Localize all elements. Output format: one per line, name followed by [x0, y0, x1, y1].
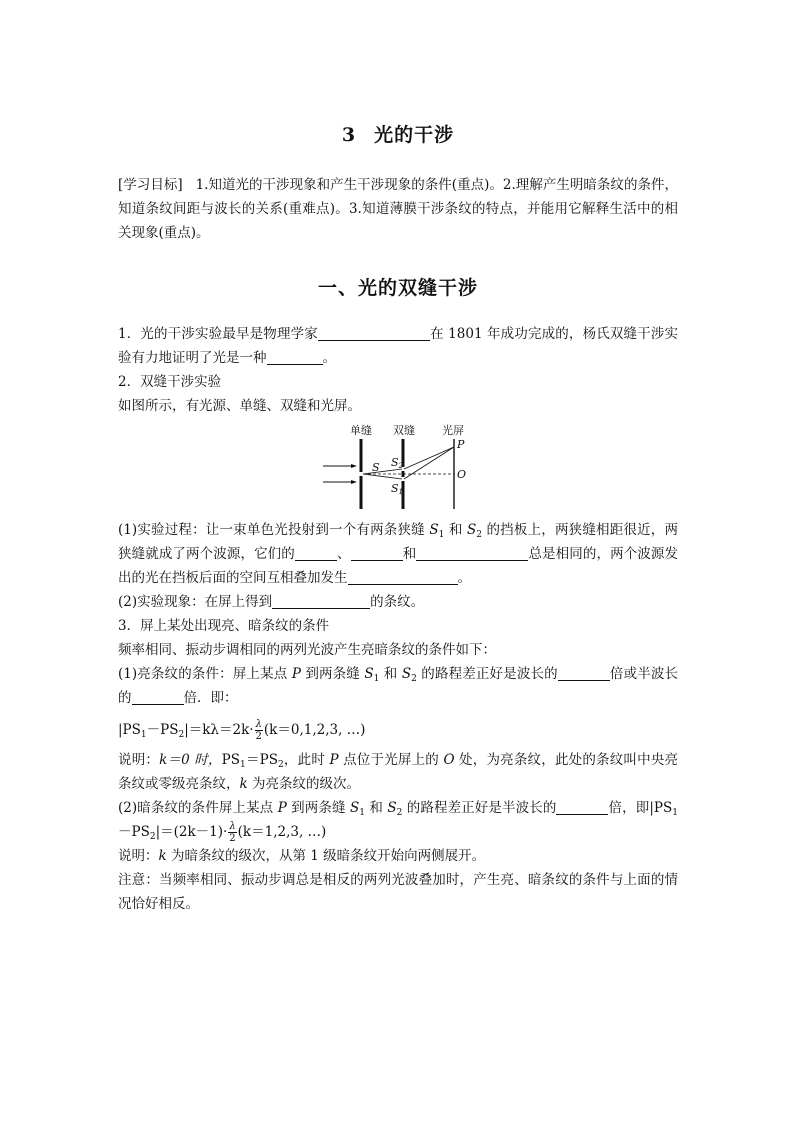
objectives-label: [学习目标] — [118, 177, 183, 193]
double-slit-svg — [323, 422, 483, 512]
note-1: 说明：k＝0 时，$PS_1=PS_2$，此时 P 点位于光屏上的 O 处，为亮条纹，此处的条纹叫中央亮条纹或零级亮条纹，k 为亮条纹的级次。 — [118, 752, 679, 792]
item-1-text-a: 1．光的干涉实验最早是物理学家 — [118, 326, 318, 342]
experiment-phenomenon: (2)实验现象：在屏上得到 的条纹。 — [118, 594, 425, 610]
ray-s2-to-p — [404, 447, 454, 469]
item-1-text-c: 。 — [322, 350, 336, 366]
lesson-title — [118, 120, 678, 147]
item-3-title: 3．屏上某处出现亮、暗条纹的条件 — [118, 618, 330, 634]
worksheet-page — [118, 120, 678, 916]
lambda-over-two: $\frac{\lambda}{2}$ — [255, 719, 262, 742]
label-o: O — [457, 468, 467, 481]
label-s1: S1 — [391, 482, 404, 496]
label-double-slit: 双缝 — [393, 424, 415, 437]
lesson-title-text: 光的干涉 — [374, 124, 455, 146]
label-s2: S2 — [391, 456, 404, 470]
note-2: 说明：k 为暗条纹的级次，从第 1 级暗条纹开始向两侧展开。 — [118, 848, 486, 864]
item-2-title: 2．双缝干涉实验 — [118, 374, 222, 390]
label-s: S — [372, 461, 380, 474]
blank-light-nature[interactable] — [267, 349, 323, 365]
double-slit-diagram — [118, 422, 678, 512]
item-2-intro: 如图所示，有光源、单缝、双缝和光屏。 — [118, 398, 361, 414]
learning-objectives — [118, 173, 678, 245]
item-1 — [118, 322, 678, 370]
blank-bright-halfwave-multiple[interactable] — [132, 689, 184, 705]
blank-interference[interactable] — [348, 569, 458, 585]
blank-dark-halfwave-multiple[interactable] — [556, 799, 608, 815]
item-1-text-b: 在 1801 年成功完成的，杨氏双缝干涉实验有力地证明了光是一种 — [118, 326, 678, 366]
ray-s-to-s1 — [363, 474, 402, 479]
lambda-over-two-dark: $\frac{\lambda}{2}$ — [229, 821, 236, 844]
blank-bright-wavelength-multiple[interactable] — [558, 665, 610, 681]
caution-note: 注意：当频率相同、振动步调总是相反的两列光波叠加时，产生亮、暗条纹的条件与上面的情况恰好相反。 — [118, 872, 678, 912]
blank-physicist[interactable] — [318, 325, 430, 341]
blank-phase[interactable] — [351, 545, 403, 561]
objectives-text: 1.知道光的干涉现象和产生干涉现象的条件(重点)。2.理解产生明暗条纹的条件，知道条纹间距与波长的关系(重难点)。3.知道薄膜干涉条纹的特点，并能用它解释生活中的相关现象(重点)。 — [118, 177, 678, 241]
ray-s-to-s2 — [363, 469, 402, 474]
blank-fringe-pattern[interactable] — [272, 593, 370, 609]
dark-fringe-condition: (2)暗条纹的条件屏上某点 P 到两条缝 $S_1$ 和 $S_2$ 的路程差正好是半波长的 倍，即$|PS_1-PS_2|=(2k-1)\cdot$ $\frac{\lambda}{2}$ (k＝1,2,3, …) — [118, 800, 678, 844]
arrow-head-1 — [351, 464, 357, 468]
label-single-slit: 单缝 — [350, 424, 372, 437]
bright-fringe-condition: (1)亮条纹的条件：屏上某点 P 到两条缝 $S_1$ 和 $S_2$ 的路程差正好是波长的 倍或半波长的 倍．即： — [118, 666, 679, 706]
arrow-head-2 — [351, 480, 357, 484]
experiment-process: (1)实验过程：让一束单色光投射到一个有两条狭缝 $S_1$ 和 $S_2$ 的挡板上，两狭缝相距很近，两狭缝就成了两个波源，它们的 、 和 总是相同的，两个波源发出的光在挡板后面的空间互相叠加发生 。 — [118, 522, 679, 586]
label-screen: 光屏 — [442, 424, 464, 437]
item-3-intro: 频率相同、振动步调相同的两列光波产生亮暗条纹的条件如下： — [118, 642, 496, 658]
blank-vibration-direction[interactable] — [416, 545, 528, 561]
bright-fringe-formula: $|PS_1-PS_2|=k\lambda=2k\cdot$ $\frac{\lambda}{2}$ (k＝0,1,2,3, …) — [118, 719, 366, 742]
blank-frequency[interactable] — [295, 545, 337, 561]
label-p: P — [457, 438, 465, 451]
lesson-number: 3 — [341, 124, 357, 146]
section-heading-double-slit: 一、光的双缝干涉 — [317, 277, 478, 299]
